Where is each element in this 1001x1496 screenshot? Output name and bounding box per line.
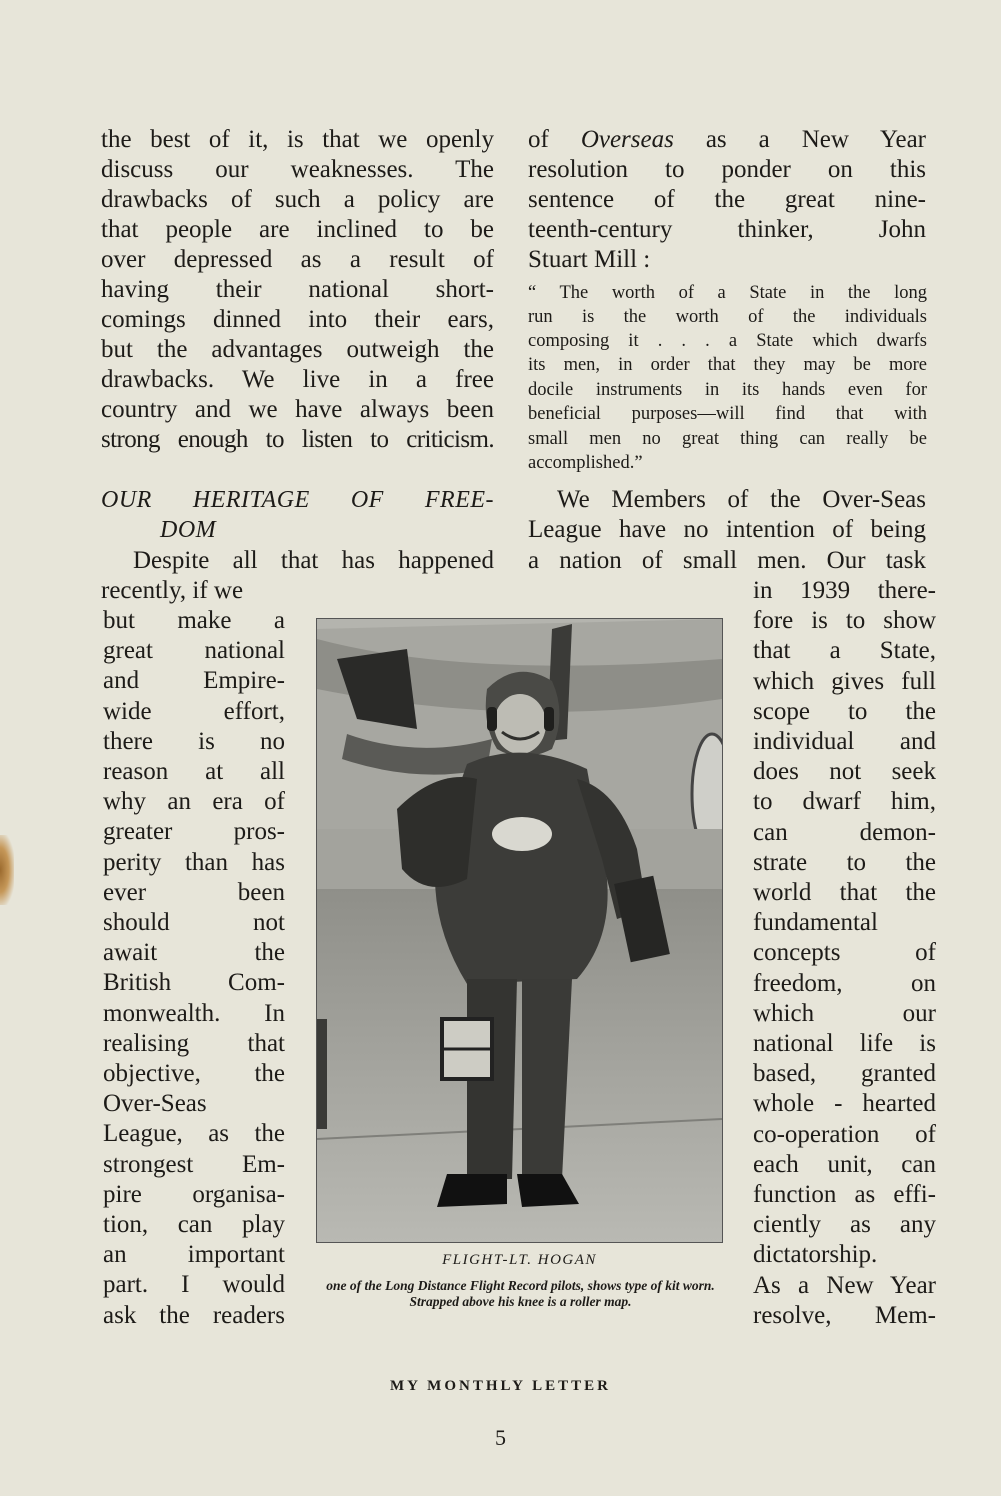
text-line: whole - hearted: [753, 1090, 936, 1118]
text-line: world that the: [753, 879, 936, 906]
text-line: wide effort,: [103, 697, 285, 725]
text-line: and Empire-: [103, 667, 285, 695]
section-heading: OUR HERITAGE OF FREE-: [101, 487, 494, 513]
text-line: Over-Seas: [103, 1090, 207, 1118]
text-line: dictatorship.: [753, 1241, 878, 1269]
text-line: objective, the: [103, 1060, 285, 1087]
text-line: an important: [103, 1241, 285, 1269]
text-line: League have no intention of being: [528, 516, 926, 543]
paper-stain: [0, 835, 14, 905]
text-line: function as effi-: [753, 1181, 936, 1208]
text-line: which our: [753, 999, 936, 1027]
text-line: but the advantages outweigh the: [101, 336, 494, 363]
text-line: drawbacks of such a policy are: [101, 186, 494, 213]
text-line: reason at all: [103, 758, 285, 785]
text-line: based, granted: [753, 1060, 936, 1088]
quote-line: run is the worth of the individuals: [528, 307, 927, 327]
text-line: to dwarf him,: [753, 788, 936, 816]
text-line: national life is: [753, 1030, 936, 1057]
text-line: drawbacks. We live in a free: [101, 366, 494, 393]
text-line: individual and: [753, 728, 936, 755]
text-line: resolve, Mem-: [753, 1301, 936, 1329]
text-line: comings dinned into their ears,: [101, 306, 494, 333]
text-line: British Com-: [103, 969, 285, 997]
text-line: in 1939 there-: [753, 577, 936, 604]
text-line: fundamental: [753, 909, 878, 937]
text-line: great national: [103, 637, 285, 665]
pilot-photograph: [316, 618, 723, 1243]
text-line: greater pros-: [103, 818, 285, 846]
text-line: We Members of the Over-Seas: [557, 486, 926, 513]
text-span: of: [528, 126, 549, 153]
text-line: but make a: [103, 607, 285, 634]
text-line: freedom, on: [753, 969, 936, 997]
text-line: monwealth. In: [103, 999, 285, 1027]
text-line: League, as the: [103, 1120, 285, 1148]
photo-caption-body: one of the Long Distance Flight Record pilots, shows type of kit worn. Strapped above his knee is a roller map.: [326, 1278, 715, 1309]
text-line: country and we have always been: [101, 396, 494, 423]
text-line: co-operation of: [753, 1120, 936, 1148]
text-line: discuss our weaknesses. The: [101, 156, 494, 183]
text-line: Despite all that has happened: [133, 547, 494, 574]
quote-line: small men no great thing can really be: [528, 429, 927, 449]
text-line: perity than has: [103, 848, 285, 876]
text-line: ciently as any: [753, 1211, 936, 1239]
text-line: As a New Year: [753, 1271, 936, 1299]
text-line: realising that: [103, 1029, 285, 1057]
text-line: strongest Em-: [103, 1150, 285, 1178]
text-line: can demon-: [753, 818, 936, 846]
text-line: fore is to show: [753, 607, 936, 635]
text-line: recently, if we: [101, 577, 244, 604]
text-line: should not: [103, 909, 285, 936]
text-line: pire organisa-: [103, 1180, 285, 1208]
text-line: each unit, can: [753, 1150, 936, 1178]
text-line: that people are inclined to be: [101, 216, 494, 243]
text-line: a nation of small men. Our task: [528, 547, 926, 574]
running-footer-title: MY MONTHLY LETTER: [389, 1378, 612, 1394]
text-line: await the: [103, 939, 285, 967]
text-line: strate to the: [753, 848, 936, 876]
text-line: scope to the: [753, 697, 936, 725]
text-line: ask the readers: [103, 1301, 285, 1329]
section-heading-continued: DOM: [160, 517, 217, 543]
quote-line: its men, in order that they may be more: [528, 355, 927, 375]
text-line: Stuart Mill :: [528, 246, 651, 273]
quote-line: beneficial purposes—will find that with: [528, 404, 927, 424]
quote-line: “ The worth of a State in the long: [528, 283, 927, 303]
page-number: 5: [495, 1425, 506, 1450]
text-line: [528, 125, 926, 155]
text-line: does not seek: [753, 758, 936, 786]
text-span: as a New Year: [705, 126, 927, 153]
text-line: that a State,: [753, 637, 936, 665]
pilot-photo-illustration: [317, 619, 722, 1242]
text-line: the best of it, is that we openly: [101, 126, 494, 153]
photo-caption-title: FLIGHT-LT. HOGAN: [442, 1252, 597, 1268]
text-line: strong enough to listen to criticism.: [101, 426, 494, 453]
text-line: there is no: [103, 727, 285, 755]
text-line: over depressed as a result of: [101, 246, 494, 273]
text-line: having their national short-: [101, 276, 494, 303]
text-line: why an era of: [103, 788, 285, 816]
text-line: resolution to ponder on this: [528, 156, 926, 183]
text-line: ever been: [103, 878, 285, 906]
quote-line: docile instruments in its hands even for: [528, 380, 927, 400]
text-line: sentence of the great nine-: [528, 186, 926, 213]
text-line: which gives full: [753, 667, 936, 695]
italic-word: Overseas: [580, 126, 674, 153]
text-line: part. I would: [103, 1271, 285, 1299]
quote-line: accomplished.”: [528, 453, 643, 473]
text-line: concepts of: [753, 939, 936, 967]
text-line: teenth-century thinker, John: [528, 216, 926, 243]
quote-line: composing it . . . a State which dwarfs: [528, 331, 927, 351]
text-line: tion, can play: [103, 1211, 285, 1238]
